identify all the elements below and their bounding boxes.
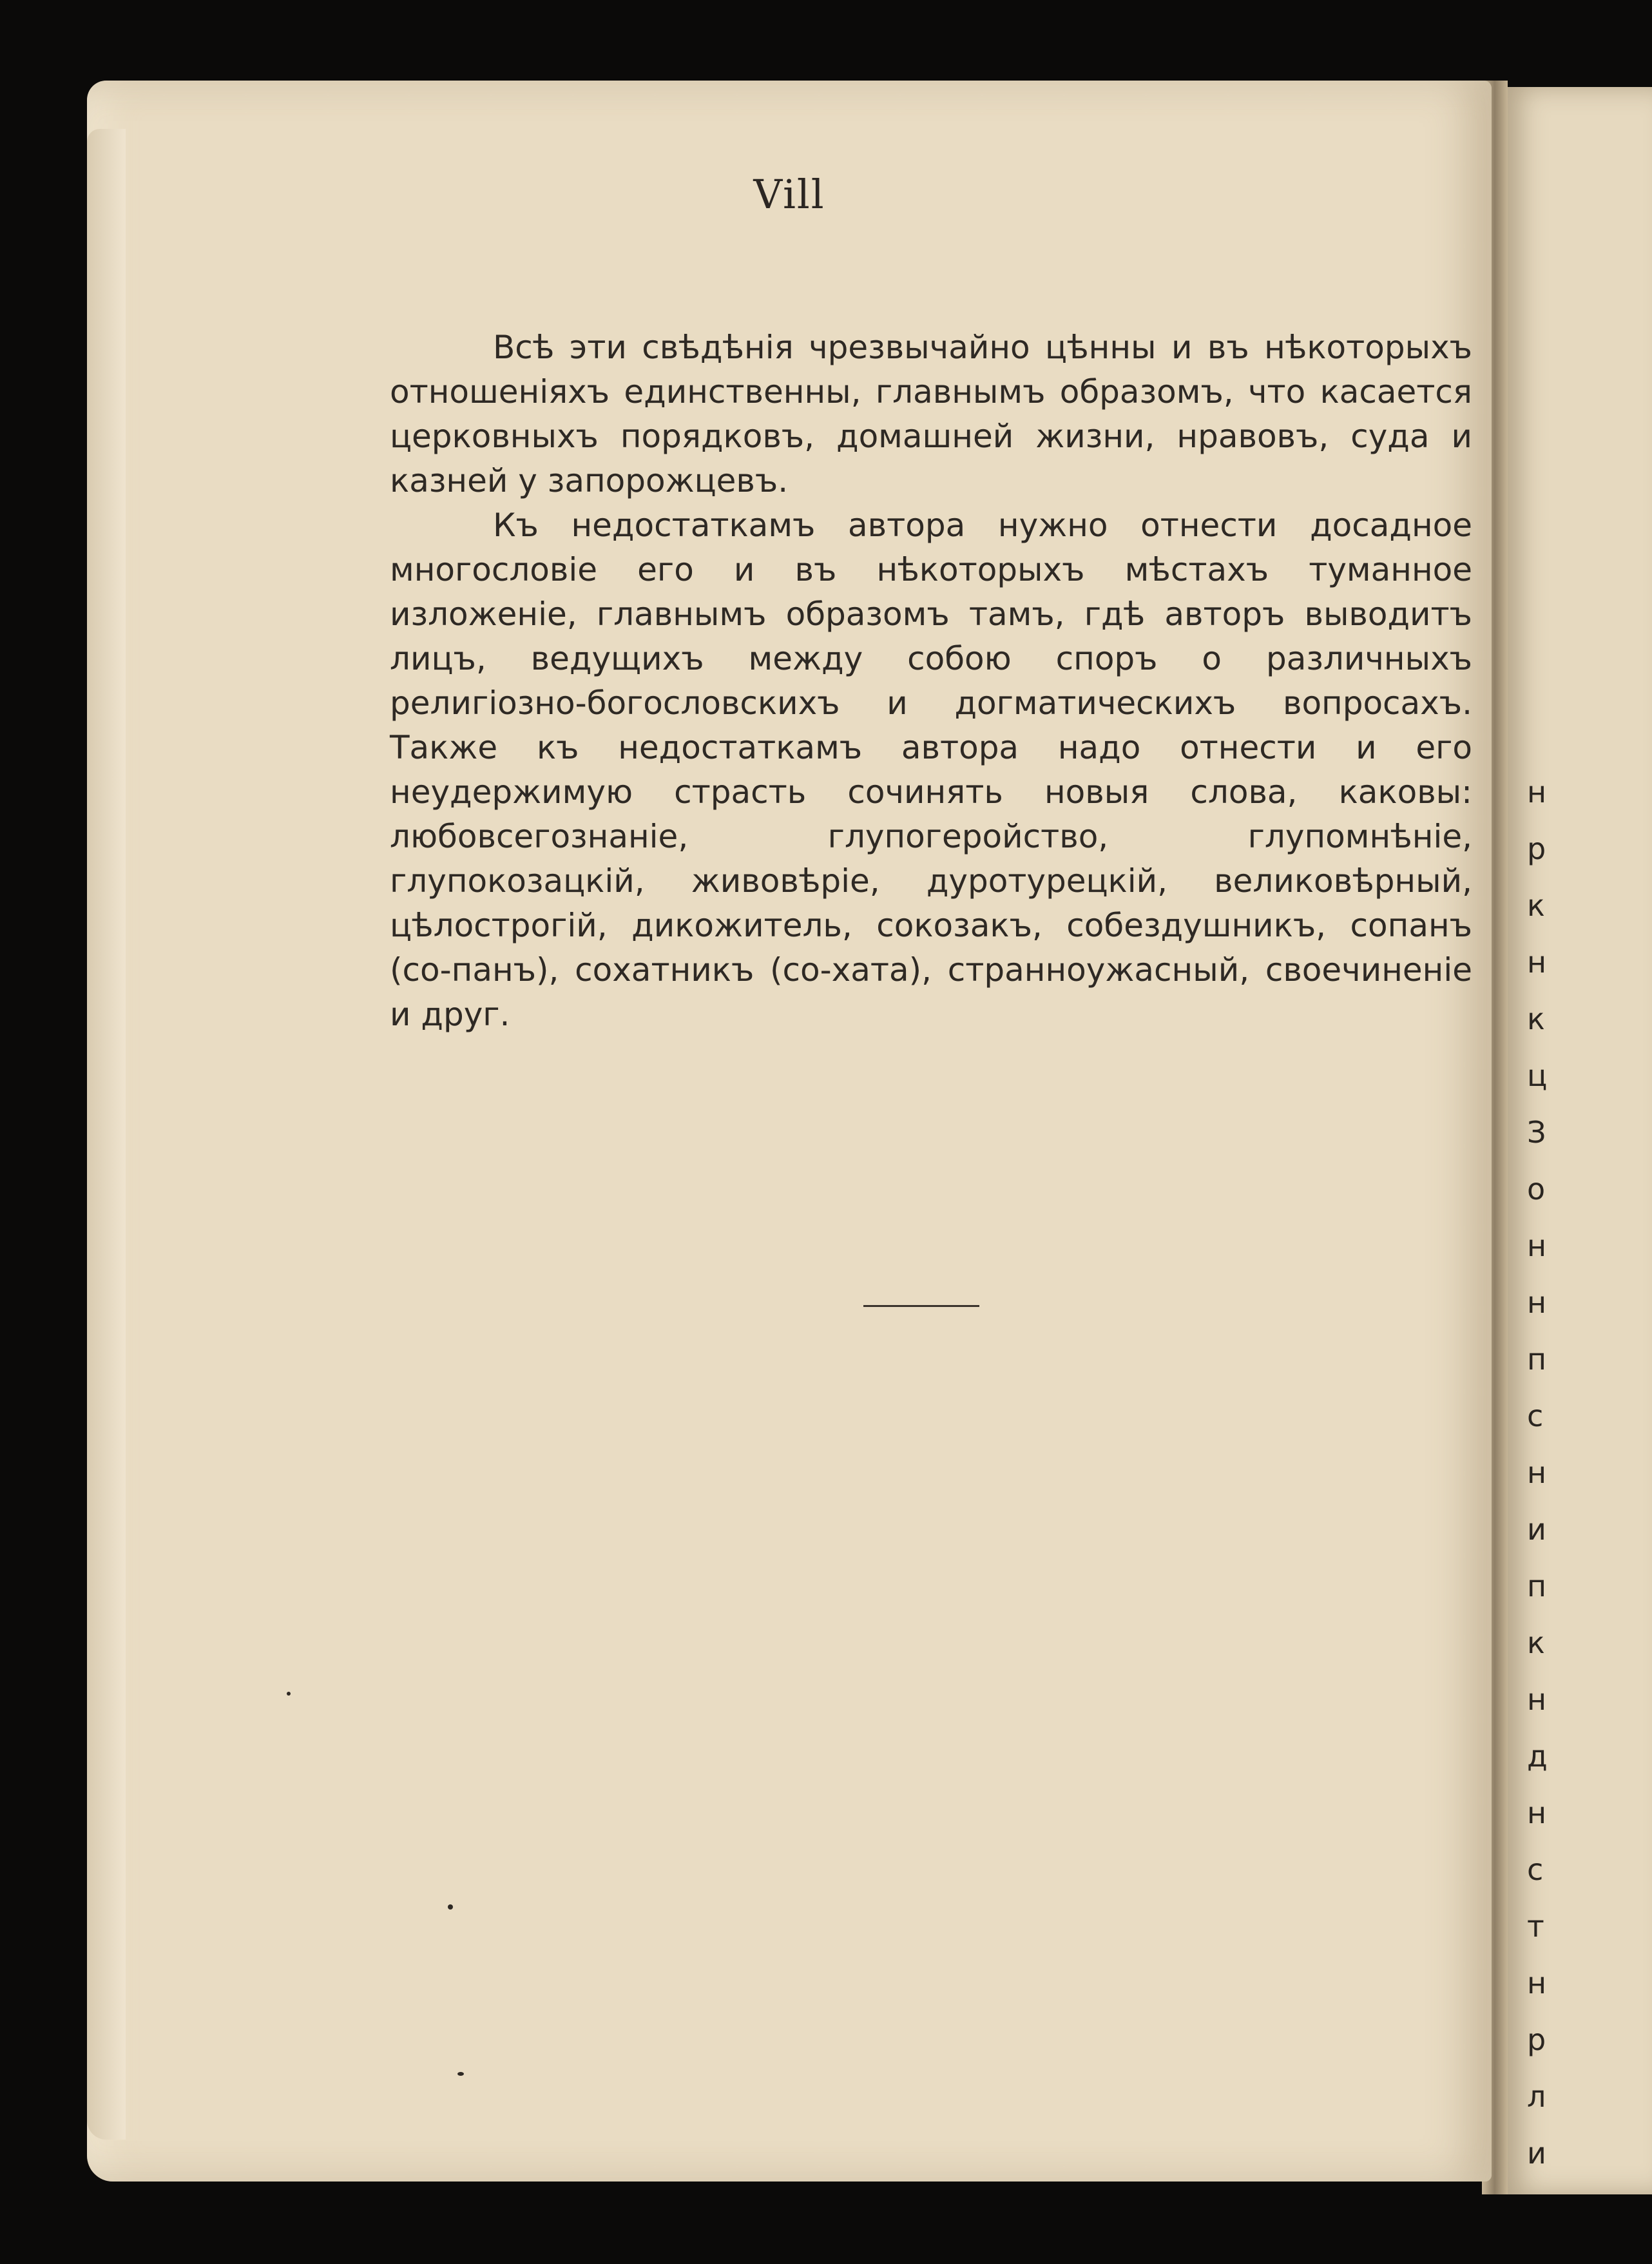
facing-page-letter: п: [1527, 1342, 1547, 1377]
page-worn-edge: [87, 129, 126, 2140]
facing-page-letter: с: [1527, 1398, 1544, 1433]
facing-page-letter: н: [1527, 1966, 1547, 2000]
facing-page-letter: п: [1527, 1569, 1547, 1603]
facing-page-letter: и: [1527, 2136, 1546, 2171]
section-divider: [863, 1305, 979, 1307]
facing-page-letter: З: [1527, 1115, 1546, 1150]
facing-page: [1501, 87, 1652, 2194]
facing-page-letter: н: [1527, 1682, 1547, 1717]
facing-page-letter: н: [1527, 775, 1547, 809]
facing-page-letter: о: [1527, 1172, 1546, 1206]
facing-page-letter: к: [1527, 888, 1545, 923]
facing-page-letter: н: [1527, 1285, 1547, 1320]
facing-page-letter: р: [1527, 2022, 1546, 2057]
facing-page-letter: н: [1527, 1455, 1547, 1490]
page-body: [390, 325, 1472, 1037]
ink-speck: [287, 1692, 291, 1696]
facing-page-letter: к: [1527, 1001, 1545, 1036]
paragraph-1: Всѣ эти свѣдѣнія чрезвычайно цѣнны и въ нѣкоторыхъ отношеніяхъ единственны, главнымъ образомъ, что касается церковныхъ порядковъ, домашней жизни, нравовъ, суда и казней у запорожцевъ.: [390, 329, 1472, 499]
facing-page-letter: н: [1527, 1228, 1547, 1263]
facing-page-letter: н: [1527, 1795, 1547, 1830]
facing-page-letter: л: [1527, 2079, 1546, 2114]
facing-page-letter: и: [1527, 1512, 1546, 1547]
page-number: Vill: [753, 171, 825, 218]
book-page: [87, 81, 1492, 2182]
ink-speck: [448, 1904, 453, 1910]
facing-page-letter: д: [1527, 1739, 1548, 1774]
facing-page-letter: н: [1527, 945, 1547, 980]
facing-page-letter: с: [1527, 1852, 1544, 1887]
facing-page-letter: ц: [1527, 1058, 1548, 1093]
facing-page-letter: к: [1527, 1625, 1545, 1660]
facing-page-fragments: [1527, 764, 1548, 2182]
facing-page-letter: т: [1527, 1909, 1544, 1944]
paragraph-2: Къ недостаткамъ автора нужно отнести досадное многословіе его и въ нѣкоторыхъ мѣстахъ туманное изложеніе, главнымъ образомъ тамъ, гдѣ авторъ выводитъ лицъ, ведущихъ между собою споръ о различныхъ религіозно-богословскихъ и догматическихъ вопросахъ. Также къ недостаткамъ автора надо отнести и его неудержимую страсть сочинять новыя слова, каковы: любовсегознаніе, глупогеройство, глупомнѣніе, глупокозацкій, живовѣріе, дуротурецкій, великовѣрный, цѣлострогій, дикожитель, сокозакъ, собездушникъ, сопанъ (со-панъ), сохатникъ (со-хата), странноужасный, своечиненіе и друг.: [390, 507, 1472, 1033]
ink-speck: [457, 2072, 464, 2076]
facing-page-letter: р: [1527, 831, 1546, 866]
